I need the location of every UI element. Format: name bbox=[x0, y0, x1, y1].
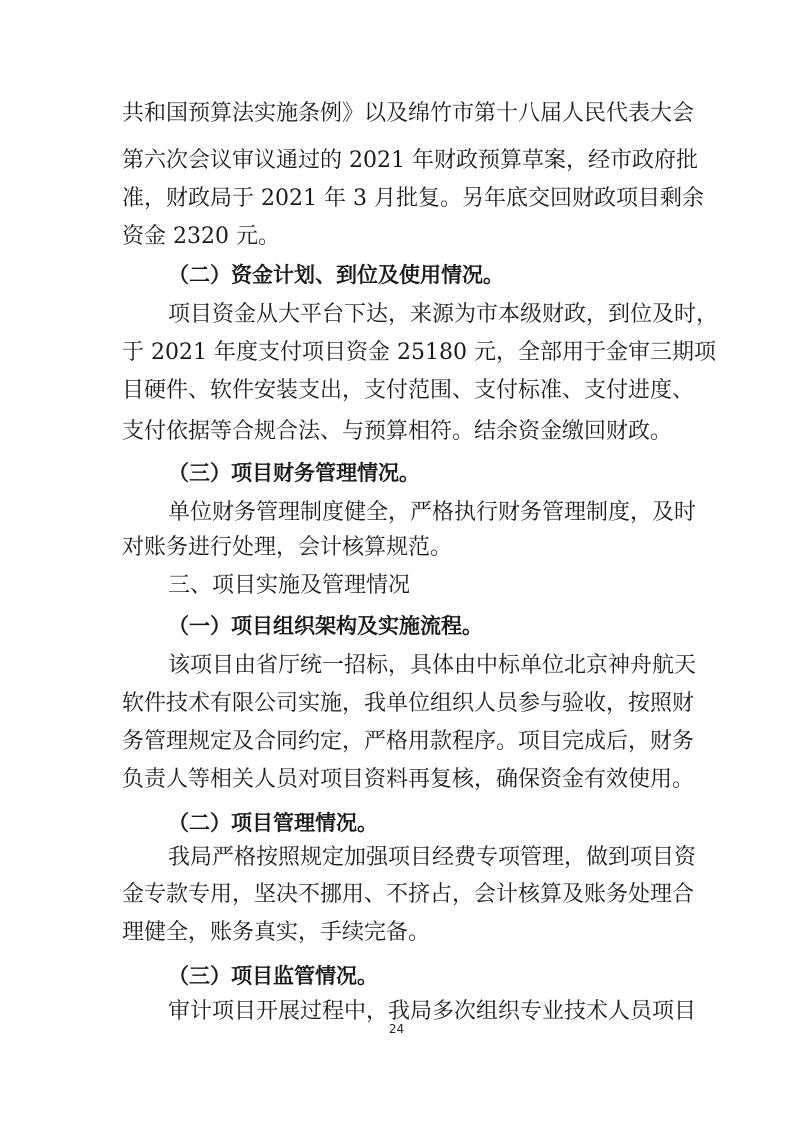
subsection-heading: （二）项目管理情况。 bbox=[168, 811, 378, 835]
body-text-line: 金专款专用，坚决不挪用、不挤占，会计核算及账务处理合 bbox=[122, 882, 695, 907]
body-text-line: 我局严格按照规定加强项目经费专项管理，做到项目资 bbox=[168, 845, 697, 870]
subsection-heading: （二）资金计划、到位及使用情况。 bbox=[168, 263, 504, 287]
body-text-line: 资金 2320 元。 bbox=[122, 224, 280, 249]
body-text-line: 对账务进行处理，会计核算规范。 bbox=[122, 535, 453, 560]
body-text-line: 务管理规定及合同约定，严格用款程序。项目完成后，财务 bbox=[122, 729, 695, 754]
body-text-line: 第六次会议审议通过的 2021 年财政预算草案，经市政府批 bbox=[122, 148, 698, 173]
section-heading: 三、项目实施及管理情况 bbox=[168, 573, 411, 598]
body-text-line: 共和国预算法实施条例》以及绵竹市第十八届人民代表大会 bbox=[122, 101, 695, 126]
subsection-heading: （三）项目财务管理情况。 bbox=[168, 461, 420, 485]
body-text-line: 理健全，账务真实，手续完备。 bbox=[122, 920, 431, 945]
body-text-line: 支付依据等合规合法、与预算相符。结余资金缴回财政。 bbox=[122, 419, 673, 444]
body-text-line: 单位财务管理制度健全，严格执行财务管理制度，及时 bbox=[168, 500, 697, 525]
body-text-line: 准，财政局于 2021 年 3 月批复。另年底交回财政项目剩余 bbox=[122, 186, 704, 211]
body-text-line: 该项目由省厅统一招标，具体由中标单位北京神舟航天 bbox=[168, 653, 697, 678]
body-text-line: 软件技术有限公司实施，我单位组织人员参与验收，按照财 bbox=[122, 691, 695, 716]
body-text-line: 项目资金从大平台下达，来源为市本级财政，到位及时， bbox=[168, 302, 719, 327]
page-number: 24 bbox=[388, 1022, 405, 1036]
body-text-line: 负责人等相关人员对项目资料再复核，确保资金有效使用。 bbox=[122, 767, 695, 792]
subsection-heading: （三）项目监管情况。 bbox=[168, 964, 378, 988]
body-text-line: 于 2021 年度支付项目资金 25180 元，全部用于金审三期项 bbox=[122, 340, 716, 365]
subsection-heading: （一）项目组织架构及实施流程。 bbox=[168, 614, 483, 638]
body-text-line: 目硬件、软件安装支出，支付范围、支付标准、支付进度、 bbox=[122, 378, 695, 403]
body-text-line: 审计项目开展过程中，我局多次组织专业技术人员项目 bbox=[168, 999, 697, 1024]
